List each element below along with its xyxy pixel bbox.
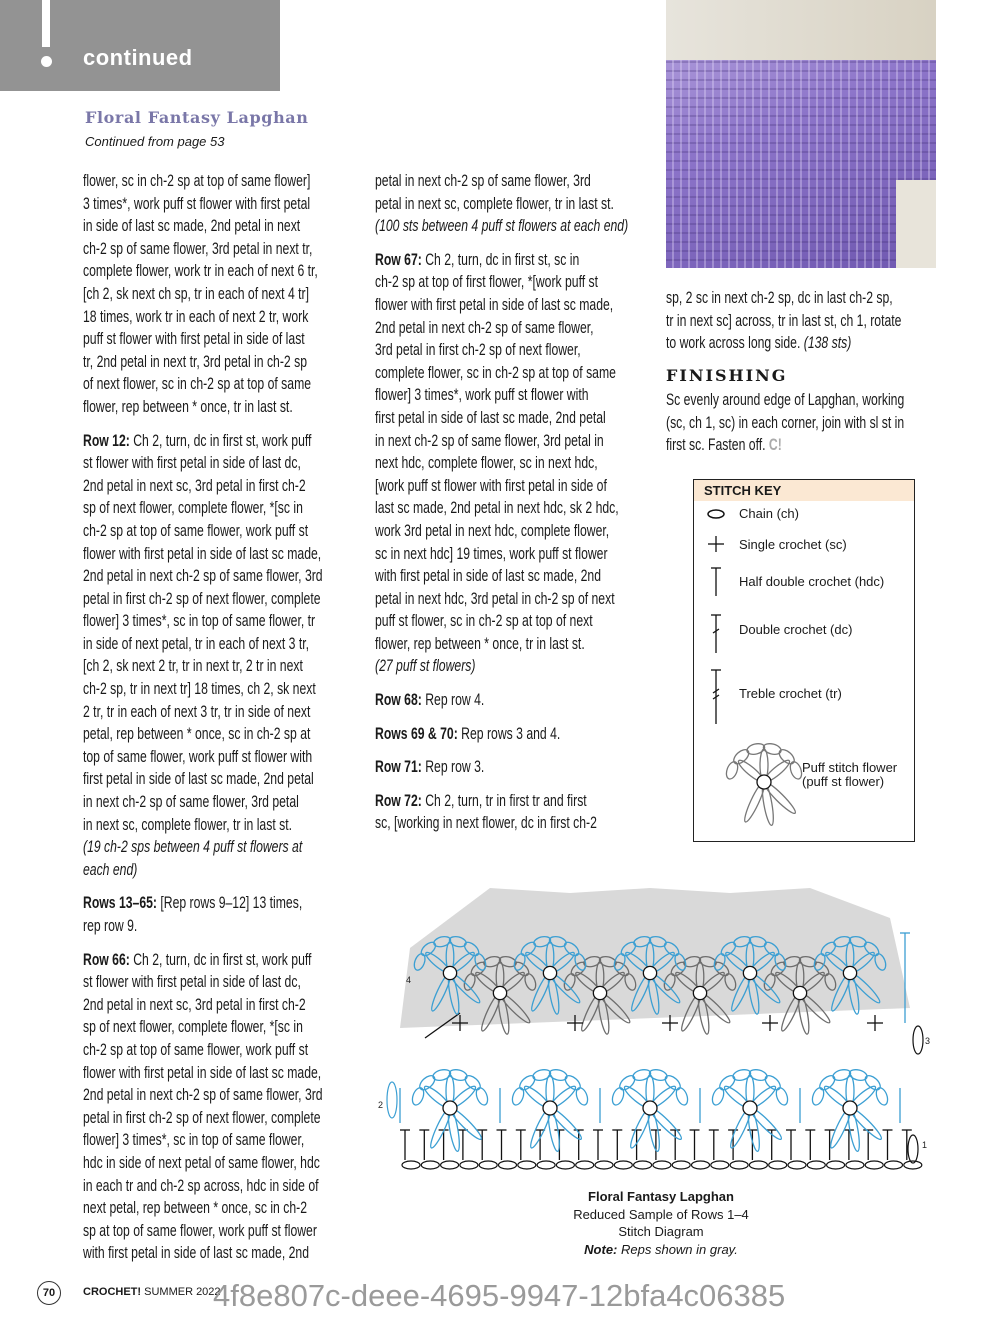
key-label-dc: Double crochet (dc) (739, 622, 853, 637)
flower-center (793, 986, 806, 999)
instruction-text: sp of next flower, complete flower, *[sc in (83, 499, 303, 518)
text-line (375, 723, 628, 746)
puff-flower (410, 1068, 489, 1152)
caption-line-3: Stitch Diagram (618, 1224, 704, 1239)
text-line (375, 520, 628, 543)
chain-oval (474, 1086, 490, 1106)
instruction-text: sc in next hdc] 19 times, work puff st flower (375, 544, 608, 563)
instruction-text: puff st flower with first petal in side of last (83, 330, 305, 349)
key-label-sc: Single crochet (sc) (739, 537, 847, 552)
magazine-name: CROCHET! (83, 1286, 142, 1298)
instruction-text: petal, rep between * once, sc in ch-2 sp at (83, 725, 311, 744)
text-line (83, 768, 323, 791)
flower-center (493, 986, 506, 999)
instruction-text: in each tr and ch-2 sp across, hdc in side of (83, 1176, 319, 1195)
flower-center (643, 1101, 657, 1115)
chain-stitch (846, 1161, 864, 1169)
turning-chain (387, 1082, 397, 1118)
paragraph (666, 287, 984, 355)
instruction-text: petal in first ch-2 sp of next flower, complete (83, 589, 321, 608)
text-line (375, 249, 628, 272)
flower-center (693, 986, 706, 999)
paragraph (375, 689, 717, 712)
instruction-text: (sc, ch 1, sc) in each corner, join with sl st in (666, 413, 905, 432)
instruction-text: in next sc, complete flower, tr in last st. (83, 815, 293, 834)
stitch-count-note: (138 sts) (803, 334, 852, 353)
text-line (375, 339, 628, 362)
text-line (375, 452, 628, 475)
instruction-text: sp at top of same flower, work puff st flower (83, 1221, 317, 1240)
chain-stitch (730, 1161, 748, 1169)
instruction-text: with first petal in side of last sc made, 2nd (375, 567, 602, 586)
instruction-text: in side of next petal, tr in each of next 3 tr, (83, 634, 310, 653)
stitch-key-title: STITCH KEY (694, 480, 914, 501)
instruction-text: 2nd petal in next ch-2 sp of same flower, (375, 318, 594, 337)
instruction-text: st flower with first petal in side of last dc, (83, 973, 301, 992)
instruction-text: flower] 3 times*, work puff st flower with (375, 386, 589, 405)
text-line (83, 994, 323, 1017)
turning-chain (908, 1135, 918, 1163)
instruction-text: tr in next sc] across, tr in last st, ch 1, rotate (666, 311, 902, 330)
text-line (666, 287, 901, 310)
text-line (83, 1062, 323, 1085)
row-label: Rows 69 & 70: (375, 724, 458, 743)
text-line (666, 310, 901, 333)
text-line (83, 1039, 323, 1062)
row-label: Row 12: (83, 431, 130, 450)
stitch-count-note: (19 ch-2 sps between 4 puff st flowers at (83, 838, 303, 857)
instruction-text: flower] 3 times*, sc in top of same flower, (83, 1131, 305, 1150)
row-number-label: 3 (925, 1036, 931, 1046)
instruction-text: first petal in side of last sc made, 2nd petal (375, 408, 606, 427)
instruction-text: last sc made, 2nd petal in next hdc, sk 2 hdc, (375, 499, 619, 518)
text-line (83, 215, 323, 238)
text-line (83, 1220, 323, 1243)
text-line (83, 859, 323, 882)
puff-label-abbrev: (puff st flower) (802, 774, 885, 789)
instruction-text: [work puff st flower with first petal in side of (375, 476, 607, 495)
chain-stitch (749, 1161, 767, 1169)
row-label: Row 72: (375, 791, 422, 810)
lapghan-photo (666, 0, 936, 268)
text-line (375, 756, 628, 779)
instruction-text: [ch 2, sk next 2 tr, tr in next tr, 2 tr in next (83, 657, 303, 676)
exclamation-dot-icon (41, 56, 52, 67)
instruction-text: ch-2 sp at top of first flower, *[work puff st (375, 273, 599, 292)
instruction-text: to work across long side. (666, 334, 804, 353)
text-line (83, 971, 323, 994)
instruction-text: Ch 2, turn, dc in first st, work puff (129, 950, 312, 969)
instruction-text: in side of last sc made, 2nd petal in next (83, 217, 301, 236)
row-label: Row 67: (375, 250, 422, 269)
paragraph (83, 170, 407, 419)
text-line (375, 497, 628, 520)
chain-stitch (576, 1161, 594, 1169)
chain-stitch (788, 1161, 806, 1169)
chain-stitch (479, 1161, 497, 1169)
issue: SUMMER 2022 (141, 1286, 221, 1298)
text-line (83, 373, 323, 396)
text-line (375, 384, 628, 407)
text-line (83, 452, 323, 475)
text-line (375, 543, 628, 566)
chain-stitch (421, 1161, 439, 1169)
chain-oval-icon (708, 510, 724, 518)
flower-center (543, 966, 556, 979)
instruction-text: [ch 2, sk next ch sp, tr in each of next 4 tr] (83, 284, 310, 303)
instruction-text: of next flower, sc in ch-2 sp at top of same (83, 375, 312, 394)
text-line (83, 283, 323, 306)
instruction-text: ch-2 sp at top of same flower, work puff st (83, 1040, 309, 1059)
text-line (83, 1016, 323, 1039)
stitch-count-note: each end) (83, 860, 138, 879)
key-label-chain: Chain (ch) (739, 506, 799, 521)
chain-oval (774, 1086, 790, 1106)
chain-oval (874, 1086, 890, 1106)
instruction-text: 2nd petal in next ch-2 sp of same flower, 3rd (83, 1086, 323, 1105)
finishing-text (666, 389, 988, 468)
chain-stitch (518, 1161, 536, 1169)
text-line (83, 475, 323, 498)
paragraph (375, 790, 717, 835)
text-line (83, 328, 323, 351)
instruction-text: Sc evenly around edge of Lapghan, working (666, 391, 905, 409)
text-line (83, 430, 323, 453)
instruction-text: flower] 3 times*, sc in top of same flower, tr (83, 612, 316, 631)
end-mark-icon: C! (768, 436, 782, 455)
section-label: continued (83, 45, 193, 70)
text-line (375, 193, 628, 216)
text-column-2 (375, 170, 717, 846)
instruction-text: st flower with first petal in side of last dc, (83, 454, 301, 473)
instruction-text: flower with first petal in side of last sc made, (83, 544, 322, 563)
text-line (83, 633, 323, 656)
text-line (83, 170, 323, 193)
text-line (83, 1175, 323, 1198)
chain-stitch (711, 1161, 729, 1169)
text-line (83, 836, 323, 859)
flower-center (643, 966, 656, 979)
text-line (83, 306, 323, 329)
text-line (83, 1197, 323, 1220)
instruction-text: flower, sc in ch-2 sp at top of same flower] (83, 172, 311, 190)
instruction-text: petal in next hdc, 3rd petal in ch-2 sp of next (375, 589, 615, 608)
page-number: 70 (37, 1281, 61, 1305)
text-column-1 (83, 170, 407, 1276)
paragraph (83, 892, 407, 937)
chain-stitch (460, 1161, 478, 1169)
instruction-text: 2nd petal in next sc, 3rd petal in first ch-2 (83, 476, 306, 495)
puff-flower (810, 1068, 889, 1152)
text-line (375, 790, 628, 813)
text-line (375, 475, 628, 498)
note-text: Reps shown in gray. (617, 1241, 738, 1257)
note-label: Note: (584, 1241, 618, 1257)
instruction-text: Rep row 3. (421, 758, 485, 777)
instruction-text: complete flower, work tr in each of next 6 tr, (83, 262, 318, 281)
text-line (83, 1107, 323, 1130)
rep-shading (400, 888, 910, 1028)
stitch-count-note: (27 puff st flowers) (375, 657, 476, 676)
chain-stitch (769, 1161, 787, 1169)
text-line (83, 565, 323, 588)
stitch-key (693, 479, 915, 842)
text-line (83, 915, 323, 938)
chain-stitch (672, 1161, 690, 1169)
caption-line-2: Reduced Sample of Rows 1–4 (573, 1206, 749, 1222)
text-line (375, 430, 628, 453)
puff-flower (710, 1068, 789, 1152)
instruction-text: flower with first petal in side of last sc made, (83, 1063, 322, 1082)
text-line (375, 407, 628, 430)
text-line (83, 949, 323, 972)
instruction-text: 2 tr, tr in each of next 3 tr, tr in side of next (83, 702, 311, 721)
instruction-text: 3 times*, work puff st flower with first petal (83, 194, 311, 213)
stitch-diagram (370, 868, 940, 1173)
paragraph (83, 949, 407, 1265)
row-number-label: 2 (378, 1100, 384, 1110)
text-line (375, 588, 628, 611)
text-line (666, 412, 904, 435)
flower-center (843, 966, 856, 979)
text-line (375, 294, 628, 317)
row-label: Rows 13–65: (83, 894, 157, 913)
text-line (83, 892, 323, 915)
instruction-text: top of same flower, work puff st flower with (83, 747, 313, 766)
instruction-text: [Rep rows 9–12] 13 times, (156, 894, 303, 913)
chain-stitch (634, 1161, 652, 1169)
single-crochet-icon (708, 536, 724, 552)
chain-oval (574, 1086, 590, 1106)
instruction-text: ch-2 sp of same flower, 3rd petal in next tr, (83, 239, 313, 258)
row-number-label: 1 (922, 1140, 928, 1150)
text-line (83, 723, 323, 746)
watermark: 4f8e807c-deee-4695-9947-12bfa4c06385 (213, 1278, 786, 1313)
instruction-text: rep row 9. (83, 917, 138, 935)
instruction-text: 3rd petal in first ch-2 sp of next flower, (375, 341, 581, 360)
row-number-label: 4 (406, 975, 412, 985)
chain-stitch (595, 1161, 613, 1169)
flower-center (443, 966, 456, 979)
finishing-heading: FINISHING (666, 366, 788, 385)
text-line (375, 565, 628, 588)
diagram-caption (500, 1188, 822, 1258)
flower-center (743, 1101, 757, 1115)
puff-label: Puff stitch flower (802, 760, 898, 775)
text-line (83, 351, 323, 374)
text-line (83, 1129, 323, 1152)
text-line (83, 520, 323, 543)
instruction-text: with first petal in side of last sc made, 2nd (83, 1244, 310, 1263)
row-label: Row 71: (375, 758, 422, 777)
text-line (375, 655, 628, 678)
instruction-text: 2nd petal in next sc, 3rd petal in first ch-2 (83, 995, 306, 1014)
caption-title: Floral Fantasy Lapghan (588, 1189, 734, 1204)
instruction-text: hdc in side of next petal of same flower, hdc (83, 1153, 320, 1172)
stitch-count-note: (100 sts between 4 puff st flowers at each end) (375, 217, 629, 236)
instruction-text: 2nd petal in next ch-2 sp of same flower, 3rd (83, 567, 323, 586)
chain-stitch (402, 1161, 420, 1169)
instruction-text: Ch 2, turn, dc in first st, work puff (129, 431, 312, 450)
instruction-text: in next ch-2 sp of same flower, 3rd petal (83, 793, 299, 812)
instruction-text: first sc. Fasten off. (666, 436, 769, 455)
text-line (83, 497, 323, 520)
text-line (375, 170, 628, 193)
instruction-text: next hdc, complete flower, sc in next hdc, (375, 454, 598, 473)
chain-oval (674, 1086, 690, 1106)
instruction-text: Ch 2, turn, tr in first tr and first (421, 791, 587, 810)
instruction-text: sp of next flower, complete flower, *[sc in (83, 1018, 303, 1037)
text-line (666, 434, 904, 457)
flower-center (757, 775, 771, 789)
chain-stitch (499, 1161, 517, 1169)
text-line (83, 746, 323, 769)
turning-chain (913, 1026, 923, 1054)
instruction-text: 18 times, work tr in each of next 2 tr, work (83, 307, 309, 326)
chain-stitch (556, 1161, 574, 1169)
instruction-text: flower with first petal in side of last sc made, (375, 295, 614, 314)
chain-stitch (865, 1161, 883, 1169)
flower-center (543, 1101, 557, 1115)
chain-stitch (441, 1161, 459, 1169)
chain-stitch (904, 1161, 922, 1169)
text-line (83, 791, 323, 814)
instruction-text: petal in first ch-2 sp of next flower, complete (83, 1108, 321, 1127)
key-label-tr: Treble crochet (tr) (739, 686, 842, 701)
text-line (83, 193, 323, 216)
text-line (375, 317, 628, 340)
puff-flower (724, 742, 803, 826)
text-line (375, 215, 628, 238)
flower-center (593, 986, 606, 999)
flower-center (843, 1101, 857, 1115)
instruction-text: ch-2 sp at top of same flower, work puff st (83, 521, 309, 540)
text-line (83, 655, 323, 678)
key-label-puff (802, 761, 897, 789)
text-line (83, 588, 323, 611)
puff-flower (610, 1068, 689, 1152)
instruction-text: work 3rd petal in next hdc, complete flower, (375, 521, 610, 540)
treble-crochet-icon (711, 670, 721, 724)
text-line (83, 1242, 323, 1265)
text-line (83, 701, 323, 724)
chain-stitch (614, 1161, 632, 1169)
instruction-text: complete flower, sc in ch-2 sp at top of same (375, 363, 616, 382)
puff-flower (510, 1068, 589, 1152)
puff-stitch-flower-icon (724, 742, 803, 826)
pattern-title: Floral Fantasy Lapghan (85, 108, 309, 127)
text-line (83, 814, 323, 837)
text-line (83, 260, 323, 283)
caption-note (500, 1241, 822, 1259)
instruction-text: Rep row 4. (421, 691, 485, 710)
paragraph (375, 723, 717, 746)
text-line (375, 362, 628, 385)
instruction-text: flower, rep between * once, tr in last st. (375, 634, 585, 653)
text-line (375, 633, 628, 656)
instruction-text: petal in next sc, complete flower, tr in last st. (375, 194, 614, 213)
chain-stitch (692, 1161, 710, 1169)
instruction-text: Rep rows 3 and 4. (457, 724, 561, 743)
instruction-text: next petal, rep between * once, sc in ch-2 (83, 1199, 307, 1218)
text-line (375, 689, 628, 712)
text-line (83, 610, 323, 633)
text-line (83, 1152, 323, 1175)
instruction-text: ch-2 sp, tr in next tr] 18 times, ch 2, sk next (83, 680, 316, 699)
instruction-text: petal in next ch-2 sp of same flower, 3rd (375, 172, 591, 190)
paragraph (83, 430, 407, 882)
instruction-text: flower, rep between * once, tr in last st. (83, 397, 293, 416)
instruction-text: Ch 2, turn, dc in first st, sc in (421, 250, 580, 269)
paragraph (666, 389, 988, 457)
instruction-text: sp, 2 sc in next ch-2 sp, dc in last ch-2 sp, (666, 289, 893, 307)
half-double-crochet-icon (711, 568, 721, 596)
text-line (83, 396, 323, 419)
chain-stitch (807, 1161, 825, 1169)
instruction-text: first petal in side of last sc made, 2nd petal (83, 770, 314, 789)
exclamation-bar-icon (42, 0, 50, 47)
flower-center (443, 1101, 457, 1115)
text-line (666, 332, 901, 355)
instruction-text: puff st flower, sc in ch-2 sp at top of next (375, 612, 593, 631)
text-line (83, 1084, 323, 1107)
text-column-3 (666, 287, 984, 366)
instruction-text: in next ch-2 sp of same flower, 3rd petal in (375, 431, 604, 450)
instruction-text: tr, 2nd petal in next tr, 3rd petal in ch-2 sp (83, 352, 307, 371)
text-line (375, 812, 628, 835)
text-line (666, 389, 904, 412)
row-label: Row 68: (375, 691, 422, 710)
text-line (375, 610, 628, 633)
chain-stitch (537, 1161, 555, 1169)
text-line (83, 238, 323, 261)
continued-from: Continued from page 53 (85, 134, 225, 149)
text-line (83, 678, 323, 701)
instruction-text: sc, [working in next flower, dc in first ch-2 (375, 814, 597, 833)
text-line (375, 271, 628, 294)
magazine-footer (83, 1286, 221, 1298)
paragraph (375, 756, 717, 779)
flower-center (743, 966, 756, 979)
row-label: Row 66: (83, 950, 130, 969)
text-line (83, 543, 323, 566)
chain-stitch (653, 1161, 671, 1169)
chain-stitch (827, 1161, 845, 1169)
double-crochet-icon (711, 615, 721, 653)
key-label-hdc: Half double crochet (hdc) (739, 574, 885, 589)
chain-stitch (885, 1161, 903, 1169)
